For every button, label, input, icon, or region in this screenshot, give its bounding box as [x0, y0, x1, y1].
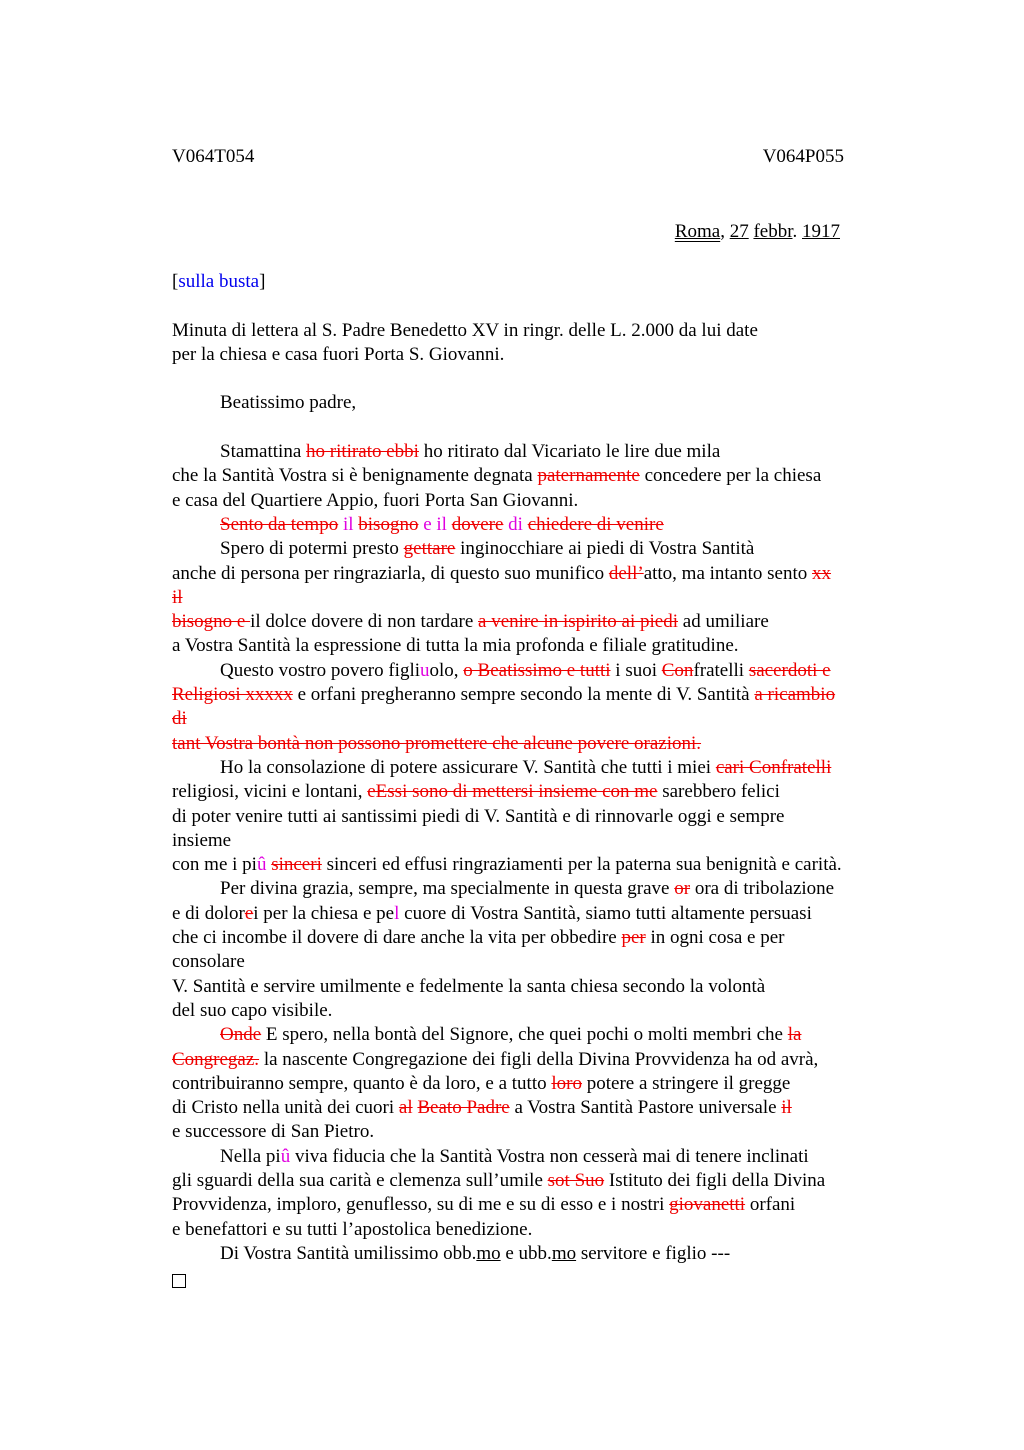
paragraph-line: consolare	[172, 951, 245, 973]
deleted-text: la	[787, 1024, 802, 1046]
text-span: concedere per la chiesa	[639, 465, 822, 487]
deleted-text: loro	[551, 1072, 582, 1094]
deleted-text: giovanetti	[669, 1194, 746, 1216]
deleted-text: a ricambio	[754, 684, 836, 706]
inserted-text: û	[256, 854, 267, 876]
bracket-open: [	[172, 271, 179, 292]
closing-line	[172, 1242, 912, 1266]
left-document-code: V064T054	[172, 146, 255, 167]
deleted-text: dovere	[451, 513, 504, 535]
inserted-text: e il	[418, 513, 452, 535]
deleted-text: cari Confratelli	[715, 756, 832, 778]
text-span: di Cristo nella unità dei cuori	[172, 1097, 399, 1119]
deleted-text: o Beatissimo e tutti	[463, 659, 611, 681]
paragraph-line: del suo capo visibile.	[172, 999, 333, 1021]
paragraph-line	[172, 659, 912, 683]
date-month: febbr	[753, 221, 793, 242]
text-span: inginocchiare ai piedi di Vostra Santità	[455, 538, 755, 560]
deleted-text: il	[172, 586, 183, 608]
paragraph-line	[172, 1193, 912, 1217]
deleted-text: Beato Padre	[417, 1097, 510, 1119]
paragraph-line: V. Santità e servire umilmente e fedelmente la santa chiesa secondo la volontà	[172, 975, 766, 997]
text-span: sarebbero felici	[657, 781, 780, 803]
paragraph-line	[172, 537, 912, 561]
deleted-text: dell’	[608, 562, 644, 584]
summary-line-2: per la chiesa e casa fuori Porta S. Giovanni.	[172, 343, 505, 365]
deleted-text: bisogno	[358, 513, 419, 535]
deleted-text: sacerdoti e	[748, 659, 831, 681]
paragraph-line	[172, 1072, 912, 1096]
text-span: atto, ma intanto sento	[643, 562, 813, 584]
text-span: sinceri ed effusi ringraziamenti per la paterna sua benignità e carità.	[321, 854, 842, 876]
paragraph-line	[172, 1169, 912, 1193]
deleted-text: sinceri	[271, 854, 322, 876]
paragraph-line	[172, 464, 912, 488]
paragraph-line: e successore di San Pietro.	[172, 1121, 375, 1143]
paragraph-line	[172, 1096, 912, 1120]
paragraph-line	[172, 707, 912, 731]
text-span: contribuiranno sempre, quanto è da loro, e a tutto	[172, 1072, 552, 1094]
paragraph-line	[172, 513, 912, 537]
paragraph-line: a Vostra Santità la espressione di tutta la mia profonda e filiale gratitudine.	[172, 635, 739, 657]
paragraph-line: insieme	[172, 829, 232, 851]
text-span: ho ritirato dal Vicariato le lire due mila	[418, 441, 721, 463]
paragraph-line	[172, 877, 912, 901]
paragraph-line	[172, 1145, 912, 1169]
text-span: Spero di potermi presto	[220, 538, 404, 560]
date-city: Roma	[674, 221, 721, 242]
text-span: ora di tribolazione	[690, 878, 835, 900]
salutation: Beatissimo padre,	[220, 392, 357, 414]
paragraph-line	[172, 902, 912, 926]
paragraph-line	[172, 853, 912, 877]
paragraph-line	[172, 586, 912, 610]
bracket-close: ]	[259, 271, 266, 292]
envelope-note	[172, 270, 912, 294]
text-span: a Vostra Santità Pastore universale	[509, 1097, 782, 1119]
text-span: i per la chiesa e pe	[253, 902, 395, 924]
text-span: orfani	[745, 1194, 796, 1216]
summary-line-1: Minuta di lettera al S. Padre Benedetto XV in ringr. delle L. 2.000 da lui date	[172, 319, 758, 341]
text-span: la nascente Congregazione dei figli della Divina Provvidenza ha od avrà,	[259, 1048, 819, 1070]
paragraph-line	[172, 1023, 912, 1047]
text-span: olo,	[429, 659, 464, 681]
deleted-text: per	[621, 927, 646, 949]
inserted-text: di	[503, 513, 528, 535]
text-span: Per divina grazia, sempre, ma specialmente in questa grave	[220, 878, 675, 900]
inserted-text: il	[338, 513, 359, 535]
deleted-text: a venire in ispirito ai piedi	[478, 611, 679, 633]
text-span: anche di persona per ringraziarla, di questo suo munifico	[172, 562, 609, 584]
text-span: che ci incombe il dovere di dare anche la vita per obbedire	[172, 927, 622, 949]
deleted-text: bisogno e	[172, 611, 251, 633]
text-span: che la Santità Vostra si è benignamente degnata	[172, 465, 538, 487]
deleted-text: Con	[661, 659, 694, 681]
date-year: 1917	[802, 221, 840, 242]
text-span: mo	[551, 1242, 577, 1264]
date-separator: ,	[720, 221, 725, 242]
inserted-text: l	[394, 902, 400, 924]
paragraph-line	[172, 780, 912, 804]
text-span: E spero, nella bontà del Signore, che quei pochi o molti membri che	[261, 1024, 788, 1046]
text-span: Di Vostra Santità umilissimo obb.	[220, 1242, 477, 1264]
deleted-text: xx	[812, 562, 832, 584]
deleted-text: eEssi sono di mettersi insieme con me	[367, 781, 658, 803]
text-span: cuore di Vostra Santità, siamo tutti altamente persuasi	[399, 902, 812, 924]
paragraph-line	[172, 440, 912, 464]
inserted-text: û	[280, 1145, 291, 1167]
deleted-text: Congregaz.	[172, 1048, 260, 1070]
text-span: i suoi	[610, 659, 662, 681]
deleted-text: Sento da tempo	[220, 513, 339, 535]
text-span: ad umiliare	[678, 611, 769, 633]
letter-body	[172, 270, 912, 1290]
text-span: e di dolor	[172, 902, 245, 924]
paragraph-line	[172, 1048, 912, 1072]
text-span: mo	[476, 1242, 501, 1264]
inserted-text: u	[420, 659, 430, 681]
text-span: Questo vostro povero figli	[220, 659, 421, 681]
text-span: Provvidenza, imploro, genuflesso, su di me e su di esso e i nostri	[172, 1194, 670, 1216]
deleted-text: il	[781, 1097, 792, 1119]
paragraph-line	[172, 683, 912, 707]
text-span: servitore e figlio ---	[576, 1242, 731, 1264]
paragraph-line	[172, 610, 912, 634]
deleted-text: or	[674, 878, 691, 900]
text-span: fratelli	[693, 659, 749, 681]
text-span: viva fiducia che la Santità Vostra non cesserà mai di tenere inclinati	[290, 1145, 809, 1167]
deleted-text: e	[244, 902, 254, 924]
paragraph-line	[172, 926, 912, 950]
right-document-code: V064P055	[762, 146, 844, 167]
deleted-text: chiedere di venire	[527, 513, 664, 535]
paragraph-line: e benefattori e su tutti l’apostolica benedizione.	[172, 1218, 533, 1240]
text-span: Stamattina	[220, 441, 307, 463]
paragraph-line	[172, 732, 912, 756]
letter-date	[675, 221, 840, 243]
text-span: potere a stringere il gregge	[581, 1072, 791, 1094]
deleted-text: ho ritirato ebbi	[306, 441, 419, 463]
text-span: con me i pi	[172, 854, 257, 876]
deleted-text: sot Suo	[547, 1169, 605, 1191]
text-span: gli sguardi della sua carità e clemenza sull’umile	[172, 1169, 548, 1191]
date-dot: .	[792, 221, 798, 242]
end-marker	[172, 1266, 912, 1290]
paragraph-line: e casa del Quartiere Appio, fuori Porta San Giovanni.	[172, 489, 579, 511]
paragraph-line	[172, 756, 912, 780]
deleted-text: Onde	[220, 1024, 262, 1046]
paragraph-line: di poter venire tutti ai santissimi piedi di V. Santità e di rinnovarle oggi e sempre	[172, 805, 785, 827]
text-span: il dolce dovere di non tardare	[250, 611, 479, 633]
date-day: 27	[729, 221, 749, 242]
text-span: e ubb.	[500, 1242, 552, 1264]
deleted-text: gettare	[403, 538, 456, 560]
checkbox-square-icon	[172, 1274, 186, 1288]
text-span: Istituto dei figli della Divina	[604, 1169, 826, 1191]
deleted-text: di	[172, 708, 187, 730]
deleted-text: al	[398, 1097, 413, 1119]
text-span: religiosi, vicini e lontani,	[172, 781, 368, 803]
deleted-text: tant Vostra bontà non possono promettere che alcune povere orazioni.	[172, 732, 702, 754]
text-span: Nella pi	[220, 1145, 281, 1167]
envelope-label: sulla busta	[178, 271, 260, 292]
text-span: in ogni cosa e per	[645, 927, 785, 949]
text-span: e orfani pregheranno sempre secondo la mente di V. Santità	[292, 684, 755, 706]
paragraph-line	[172, 562, 912, 586]
deleted-text: paternamente	[537, 465, 640, 487]
text-span: Ho la consolazione di potere assicurare V. Santità che tutti i miei	[220, 756, 716, 778]
deleted-text: Religiosi xxxxx	[172, 684, 293, 706]
